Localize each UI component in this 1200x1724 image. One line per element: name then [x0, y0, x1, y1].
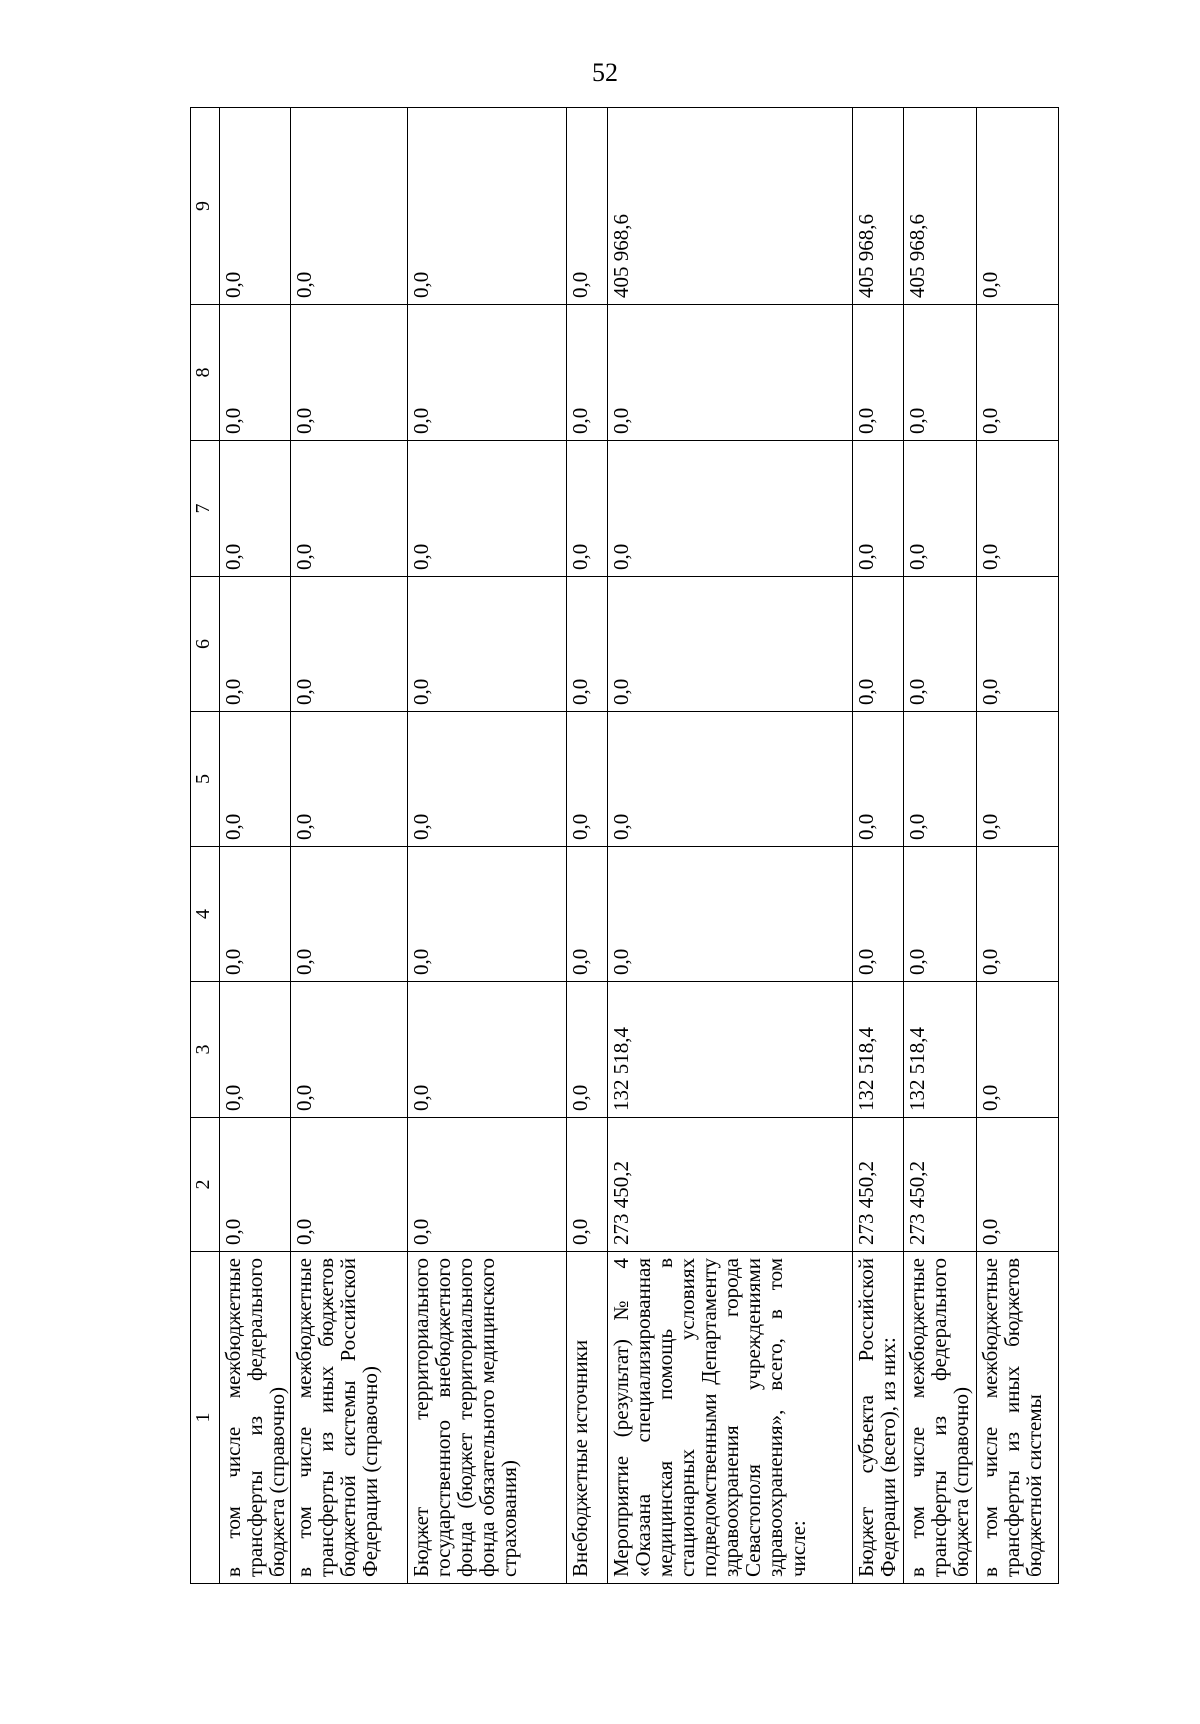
table-row [291, 108, 408, 1584]
cell-value: 0,0 [291, 1118, 408, 1252]
cell-value: 0,0 [567, 712, 608, 847]
cell-value: 0,0 [408, 108, 567, 305]
header-col-9: 9 [191, 108, 220, 305]
table-row [220, 108, 291, 1584]
cell-value: 0,0 [408, 305, 567, 441]
cell-value: 0,0 [567, 441, 608, 577]
row-label: в том числе межбюджетные трансферты из иных бюджетов бюджетной системы [977, 1252, 1059, 1584]
row-label: Мероприятие (результат) № 4 «Оказана специализированная медицинская помощь в стационарных условиях подведомственными Департаменту здравоохранения города Севастополя учреждениями здравоохранения», всего, в том числе: [608, 1252, 853, 1584]
cell-value: 0,0 [904, 847, 977, 982]
header-row [191, 108, 220, 1584]
cell-value: 0,0 [853, 712, 904, 847]
cell-value: 0,0 [904, 577, 977, 712]
cell-value: 0,0 [408, 1118, 567, 1252]
cell-value: 0,0 [291, 847, 408, 982]
cell-value: 0,0 [608, 305, 853, 441]
cell-value: 0,0 [567, 108, 608, 305]
cell-value: 0,0 [291, 305, 408, 441]
row-label: Бюджет территориального государственного внебюджетного фонда (бюджет территориального фонда обязательного медицинского страхования) [408, 1252, 567, 1584]
cell-value: 0,0 [291, 108, 408, 305]
cell-value: 0,0 [853, 847, 904, 982]
page-number: 52 [592, 58, 618, 87]
row-label: в том числе межбюджетные трансферты из федерального бюджета (справочно) [220, 1252, 291, 1584]
row-label: в том числе межбюджетные трансферты из иных бюджетов бюджетной системы Российской Федерации (справочно) [291, 1252, 408, 1584]
cell-value: 405 968,6 [608, 108, 853, 305]
cell-value: 0,0 [408, 982, 567, 1118]
cell-value: 0,0 [977, 577, 1059, 712]
cell-value: 0,0 [977, 108, 1059, 305]
cell-value: 0,0 [853, 577, 904, 712]
cell-value: 0,0 [291, 577, 408, 712]
table-row [608, 108, 853, 1584]
cell-value: 273 450,2 [904, 1118, 977, 1252]
table-row [977, 108, 1059, 1584]
budget-table [190, 107, 1059, 1584]
cell-value: 0,0 [567, 305, 608, 441]
table-rotation [190, 108, 1099, 1584]
cell-value: 0,0 [567, 847, 608, 982]
cell-value: 0,0 [977, 982, 1059, 1118]
cell-value: 0,0 [220, 982, 291, 1118]
cell-value: 0,0 [408, 577, 567, 712]
cell-value: 132 518,4 [608, 982, 853, 1118]
cell-value: 0,0 [608, 577, 853, 712]
header-col-4: 4 [191, 847, 220, 982]
cell-value: 273 450,2 [853, 1118, 904, 1252]
cell-value: 0,0 [567, 982, 608, 1118]
row-label: Внебюджетные источники [567, 1252, 608, 1584]
header-col-6: 6 [191, 577, 220, 712]
cell-value: 0,0 [977, 712, 1059, 847]
table-rotated-wrapper [190, 108, 1099, 1584]
cell-value: 0,0 [904, 305, 977, 441]
cell-value: 0,0 [853, 305, 904, 441]
cell-value: 0,0 [977, 1118, 1059, 1252]
cell-value: 0,0 [567, 577, 608, 712]
cell-value: 0,0 [608, 712, 853, 847]
cell-value: 0,0 [220, 712, 291, 847]
cell-value: 0,0 [220, 577, 291, 712]
row-label: Бюджет субъекта Российской Федерации (всего), из них: [853, 1252, 904, 1584]
cell-value: 0,0 [853, 441, 904, 577]
table-row [567, 108, 608, 1584]
cell-value: 273 450,2 [608, 1118, 853, 1252]
cell-value: 0,0 [291, 982, 408, 1118]
cell-value: 132 518,4 [904, 982, 977, 1118]
cell-value: 0,0 [220, 847, 291, 982]
cell-value: 0,0 [904, 441, 977, 577]
cell-value: 0,0 [408, 847, 567, 982]
row-label: в том числе межбюджетные трансферты из федерального бюджета (справочно) [904, 1252, 977, 1584]
cell-value: 0,0 [291, 441, 408, 577]
cell-value: 0,0 [220, 1118, 291, 1252]
cell-value: 0,0 [220, 108, 291, 305]
header-col-5: 5 [191, 712, 220, 847]
cell-value: 0,0 [408, 712, 567, 847]
cell-value: 0,0 [977, 847, 1059, 982]
cell-value: 405 968,6 [853, 108, 904, 305]
cell-value: 0,0 [291, 712, 408, 847]
cell-value: 0,0 [567, 1118, 608, 1252]
cell-value: 0,0 [220, 305, 291, 441]
table-row [853, 108, 904, 1584]
cell-value: 0,0 [220, 441, 291, 577]
cell-value: 0,0 [977, 305, 1059, 441]
cell-value: 0,0 [408, 441, 567, 577]
header-col-2: 2 [191, 1118, 220, 1252]
cell-value: 0,0 [977, 441, 1059, 577]
cell-value: 0,0 [904, 712, 977, 847]
cell-value: 0,0 [608, 847, 853, 982]
cell-value: 0,0 [608, 441, 853, 577]
header-col-1: 1 [191, 1252, 220, 1584]
header-col-7: 7 [191, 441, 220, 577]
cell-value: 132 518,4 [853, 982, 904, 1118]
cell-value: 405 968,6 [904, 108, 977, 305]
table-row [408, 108, 567, 1584]
table-row [904, 108, 977, 1584]
header-col-3: 3 [191, 982, 220, 1118]
header-col-8: 8 [191, 305, 220, 441]
